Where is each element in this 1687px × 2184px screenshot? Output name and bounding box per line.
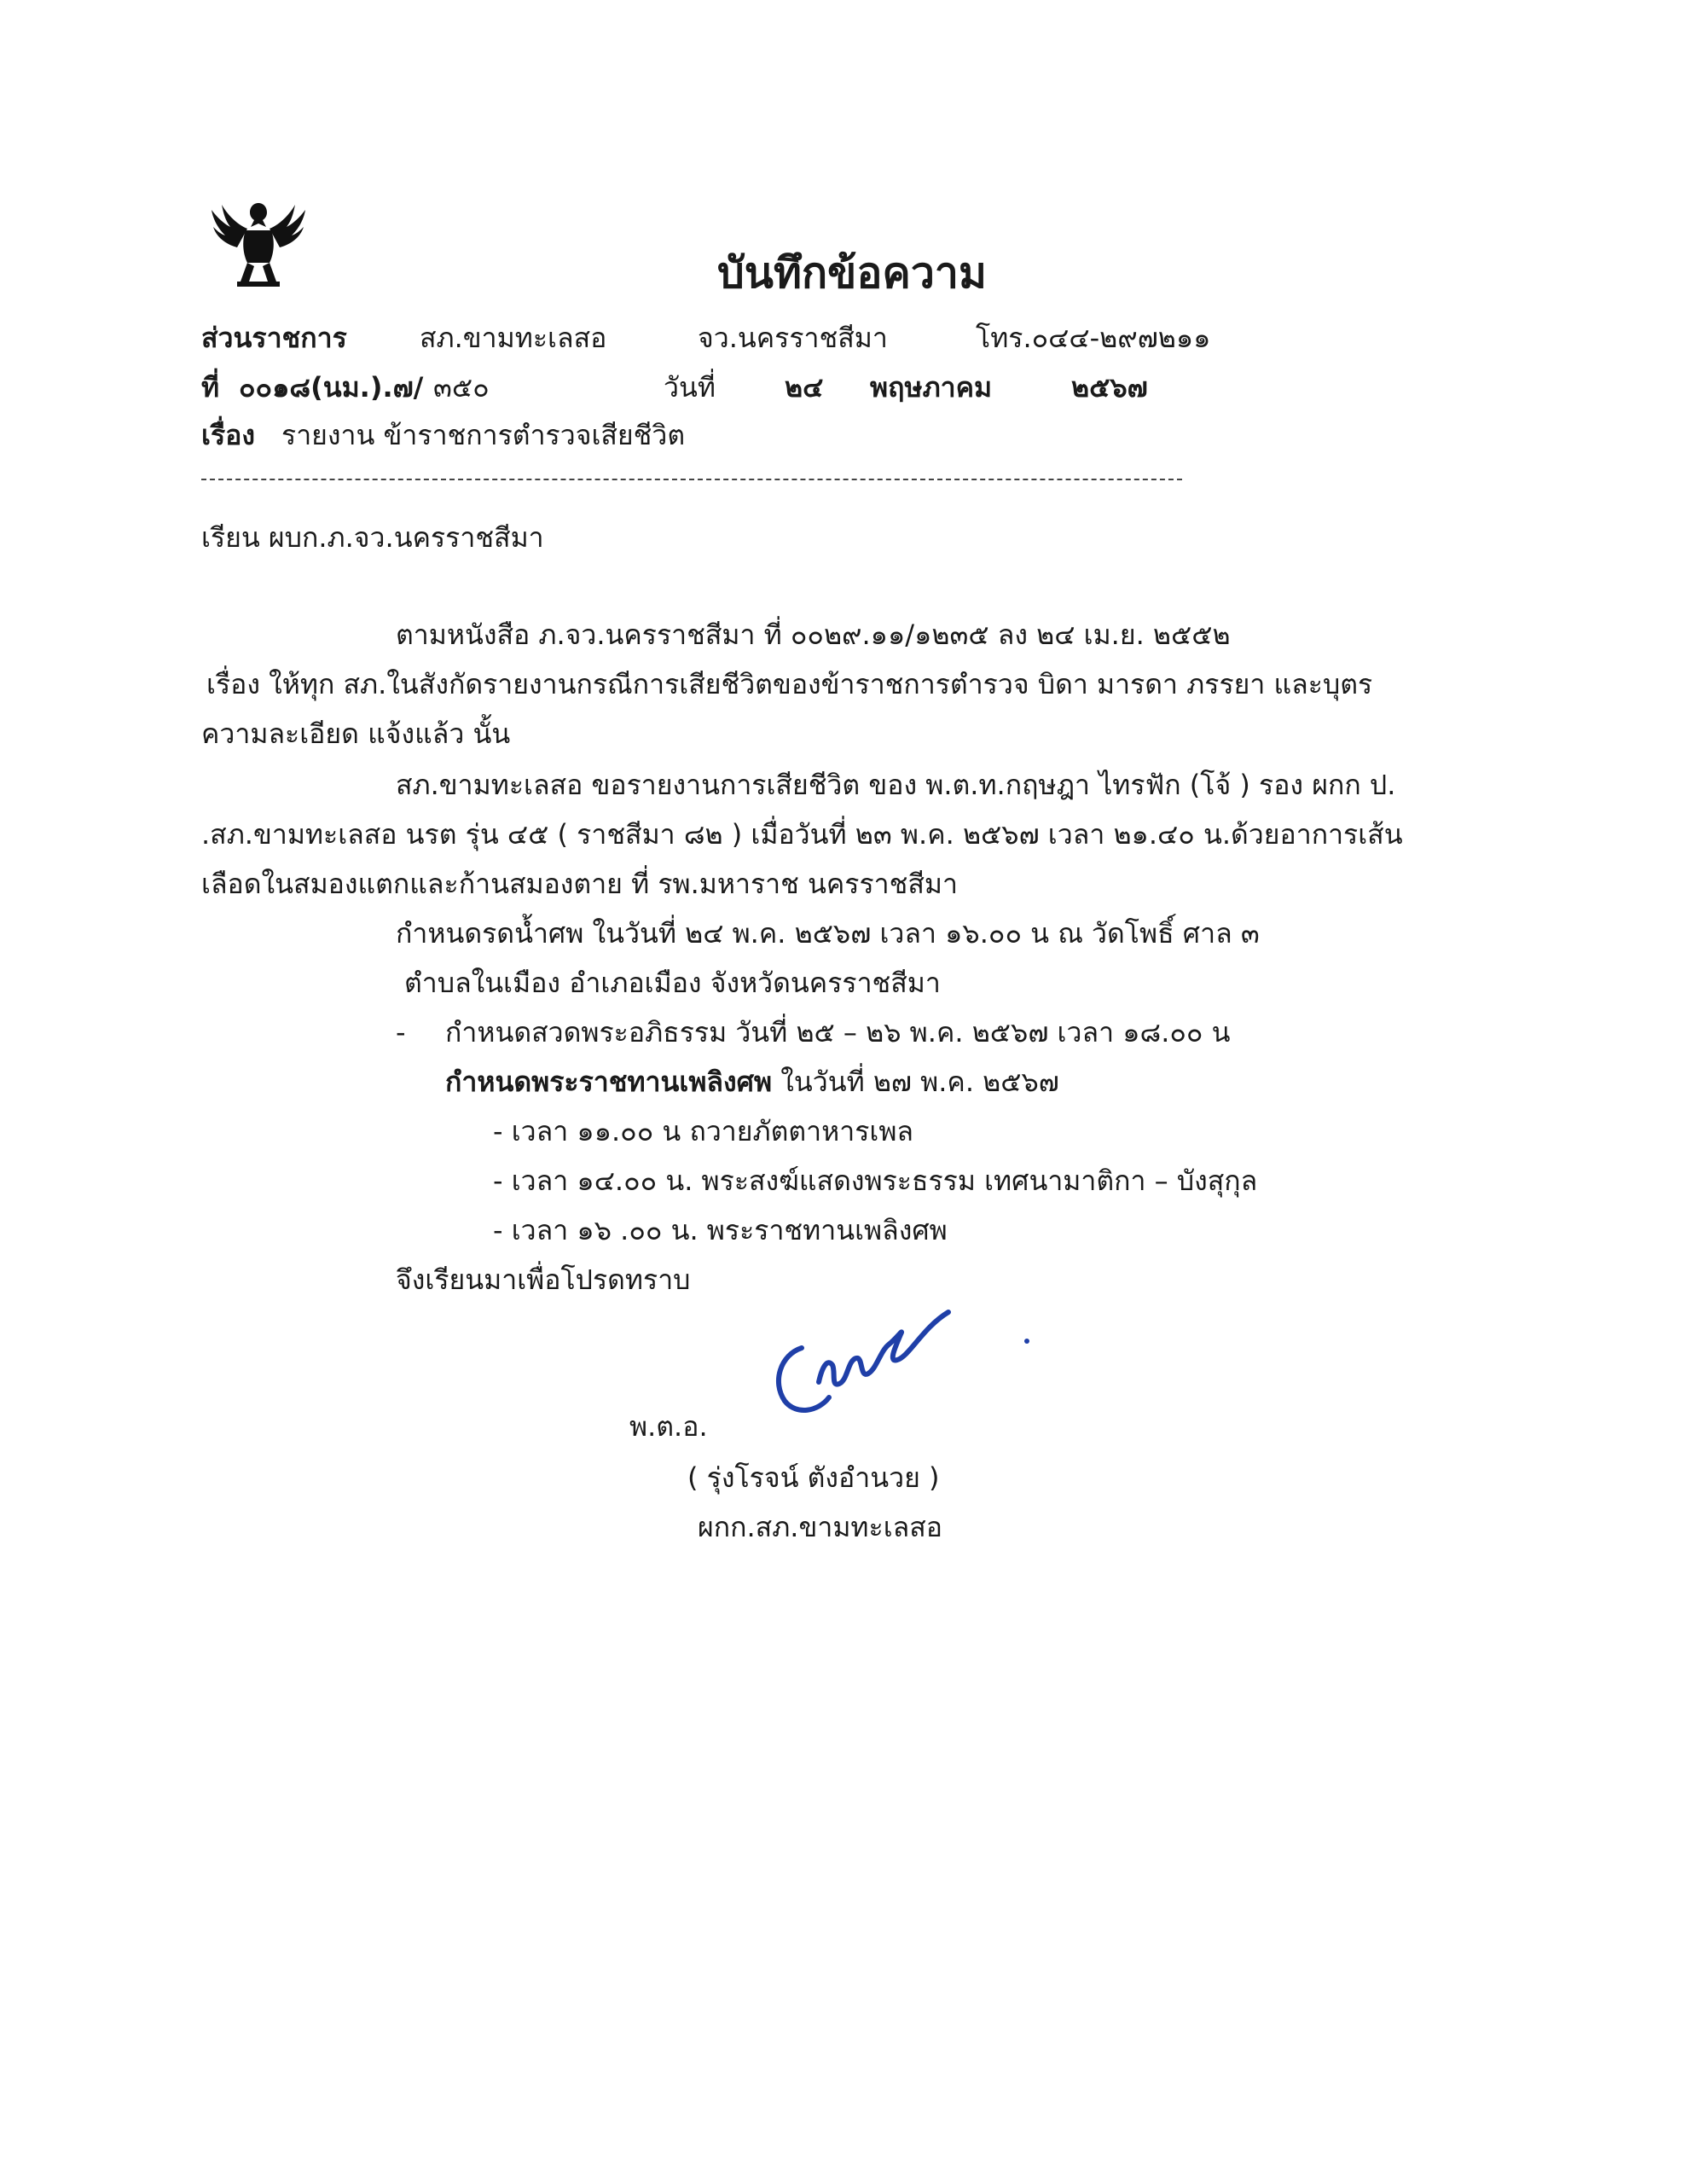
paragraph-3-line-2: ตำบลในเมือง อำเภอเมือง จังหวัดนครราชสีมา <box>404 967 941 999</box>
signer-position: ผกก.สภ.ขามทะเลสอ <box>698 1511 942 1543</box>
ref-label: ที่ <box>201 371 220 404</box>
addressee: เรียน ผบก.ภ.จว.นครราชสีมา <box>201 521 544 554</box>
signer-name: ( รุ่งโรจน์ ตังอำนวย ) <box>687 1461 940 1494</box>
separator-line <box>201 474 1182 485</box>
cremation-date: ในวันที่ ๒๗ พ.ค. ๒๕๖๗ <box>772 1066 1059 1098</box>
paragraph-2-line-1: สภ.ขามทะเลสอ ขอรายงานการเสียชีวิต ของ พ.ต.ท.กฤษฎา ไทรฟัก (โจ้ ) รอง ผกก ป. <box>396 769 1396 801</box>
department-label: ส่วนราชการ <box>201 322 347 354</box>
handwritten-signature <box>751 1301 1066 1446</box>
paragraph-2-line-3: เลือดในสมองแตกและก้านสมองตาย ที่ รพ.มหาราช นครราชสีมา <box>201 868 958 900</box>
department-name: สภ.ขามทะเลสอ <box>420 322 607 354</box>
signer-rank: พ.ต.อ. <box>629 1410 708 1443</box>
paragraph-3-line-1: กำหนดรดน้ำศพ ในวันที่ ๒๔ พ.ค. ๒๕๖๗ เวลา ๑๖.๐๐ น ณ วัดโพธิ์ ศาล ๓ <box>396 917 1260 950</box>
date-month: พฤษภาคม <box>870 371 993 404</box>
date-year: ๒๕๖๗ <box>1071 371 1148 404</box>
province: จว.นครราชสีมา <box>698 322 888 354</box>
schedule-item: - เวลา ๑๔.๐๐ น. พระสงฆ์แสดงพระธรรม เทศนามาติกา – บังสุกุล <box>493 1165 1258 1197</box>
subject-label: เรื่อง <box>201 419 255 451</box>
paragraph-1-line-3: ความละเอียด แจ้งแล้ว นั้น <box>201 717 511 750</box>
phone-number: โทร.๐๔๔-๒๙๗๒๑๑ <box>976 322 1211 354</box>
bullet-dash: - <box>396 1016 406 1048</box>
date-day: ๒๔ <box>785 371 824 404</box>
subject-text: รายงาน ข้าราชการตำรวจเสียชีวิต <box>281 419 686 451</box>
ref-number-prefix: ๐๐๑๘(นม.).๗/ <box>239 371 424 404</box>
chanting-schedule: กำหนดสวดพระอภิธรรม วันที่ ๒๕ – ๒๖ พ.ค. ๒๕๖๗ เวลา ๑๘.๐๐ น <box>445 1016 1231 1048</box>
closing-line: จึงเรียนมาเพื่อโปรดทราบ <box>396 1263 691 1296</box>
memo-title: บันทึกข้อความ <box>717 248 987 298</box>
paragraph-1-line-1: ตามหนังสือ ภ.จว.นครราชสีมา ที่ ๐๐๒๙.๑๑/๑๒๓๕ ลง ๒๔ เม.ย. ๒๕๕๒ <box>396 619 1231 651</box>
ref-number: ๓๕๐ <box>433 371 490 404</box>
paragraph-2-line-2: .สภ.ขามทะเลสอ นรต รุ่น ๔๕ ( ราชสีมา ๘๒ ) เมื่อวันที่ ๒๓ พ.ค. ๒๕๖๗ เวลา ๒๑.๔๐ น.ด้วยอาการเส้น <box>201 818 1403 851</box>
schedule-item: - เวลา ๑๖ .๐๐ น. พระราชทานเพลิงศพ <box>493 1214 948 1246</box>
schedule-item: - เวลา ๑๑.๐๐ น ถวายภัตตาหารเพล <box>493 1115 914 1147</box>
cremation-heading: กำหนดพระราชทานเพลิงศพ <box>445 1066 773 1098</box>
paragraph-1-line-2: เรื่อง ให้ทุก สภ.ในสังกัดรายงานกรณีการเสียชีวิตของข้าราชการตำรวจ บิดา มารดา ภรรยา และบุตร <box>206 668 1373 700</box>
date-label: วันที่ <box>664 371 716 404</box>
